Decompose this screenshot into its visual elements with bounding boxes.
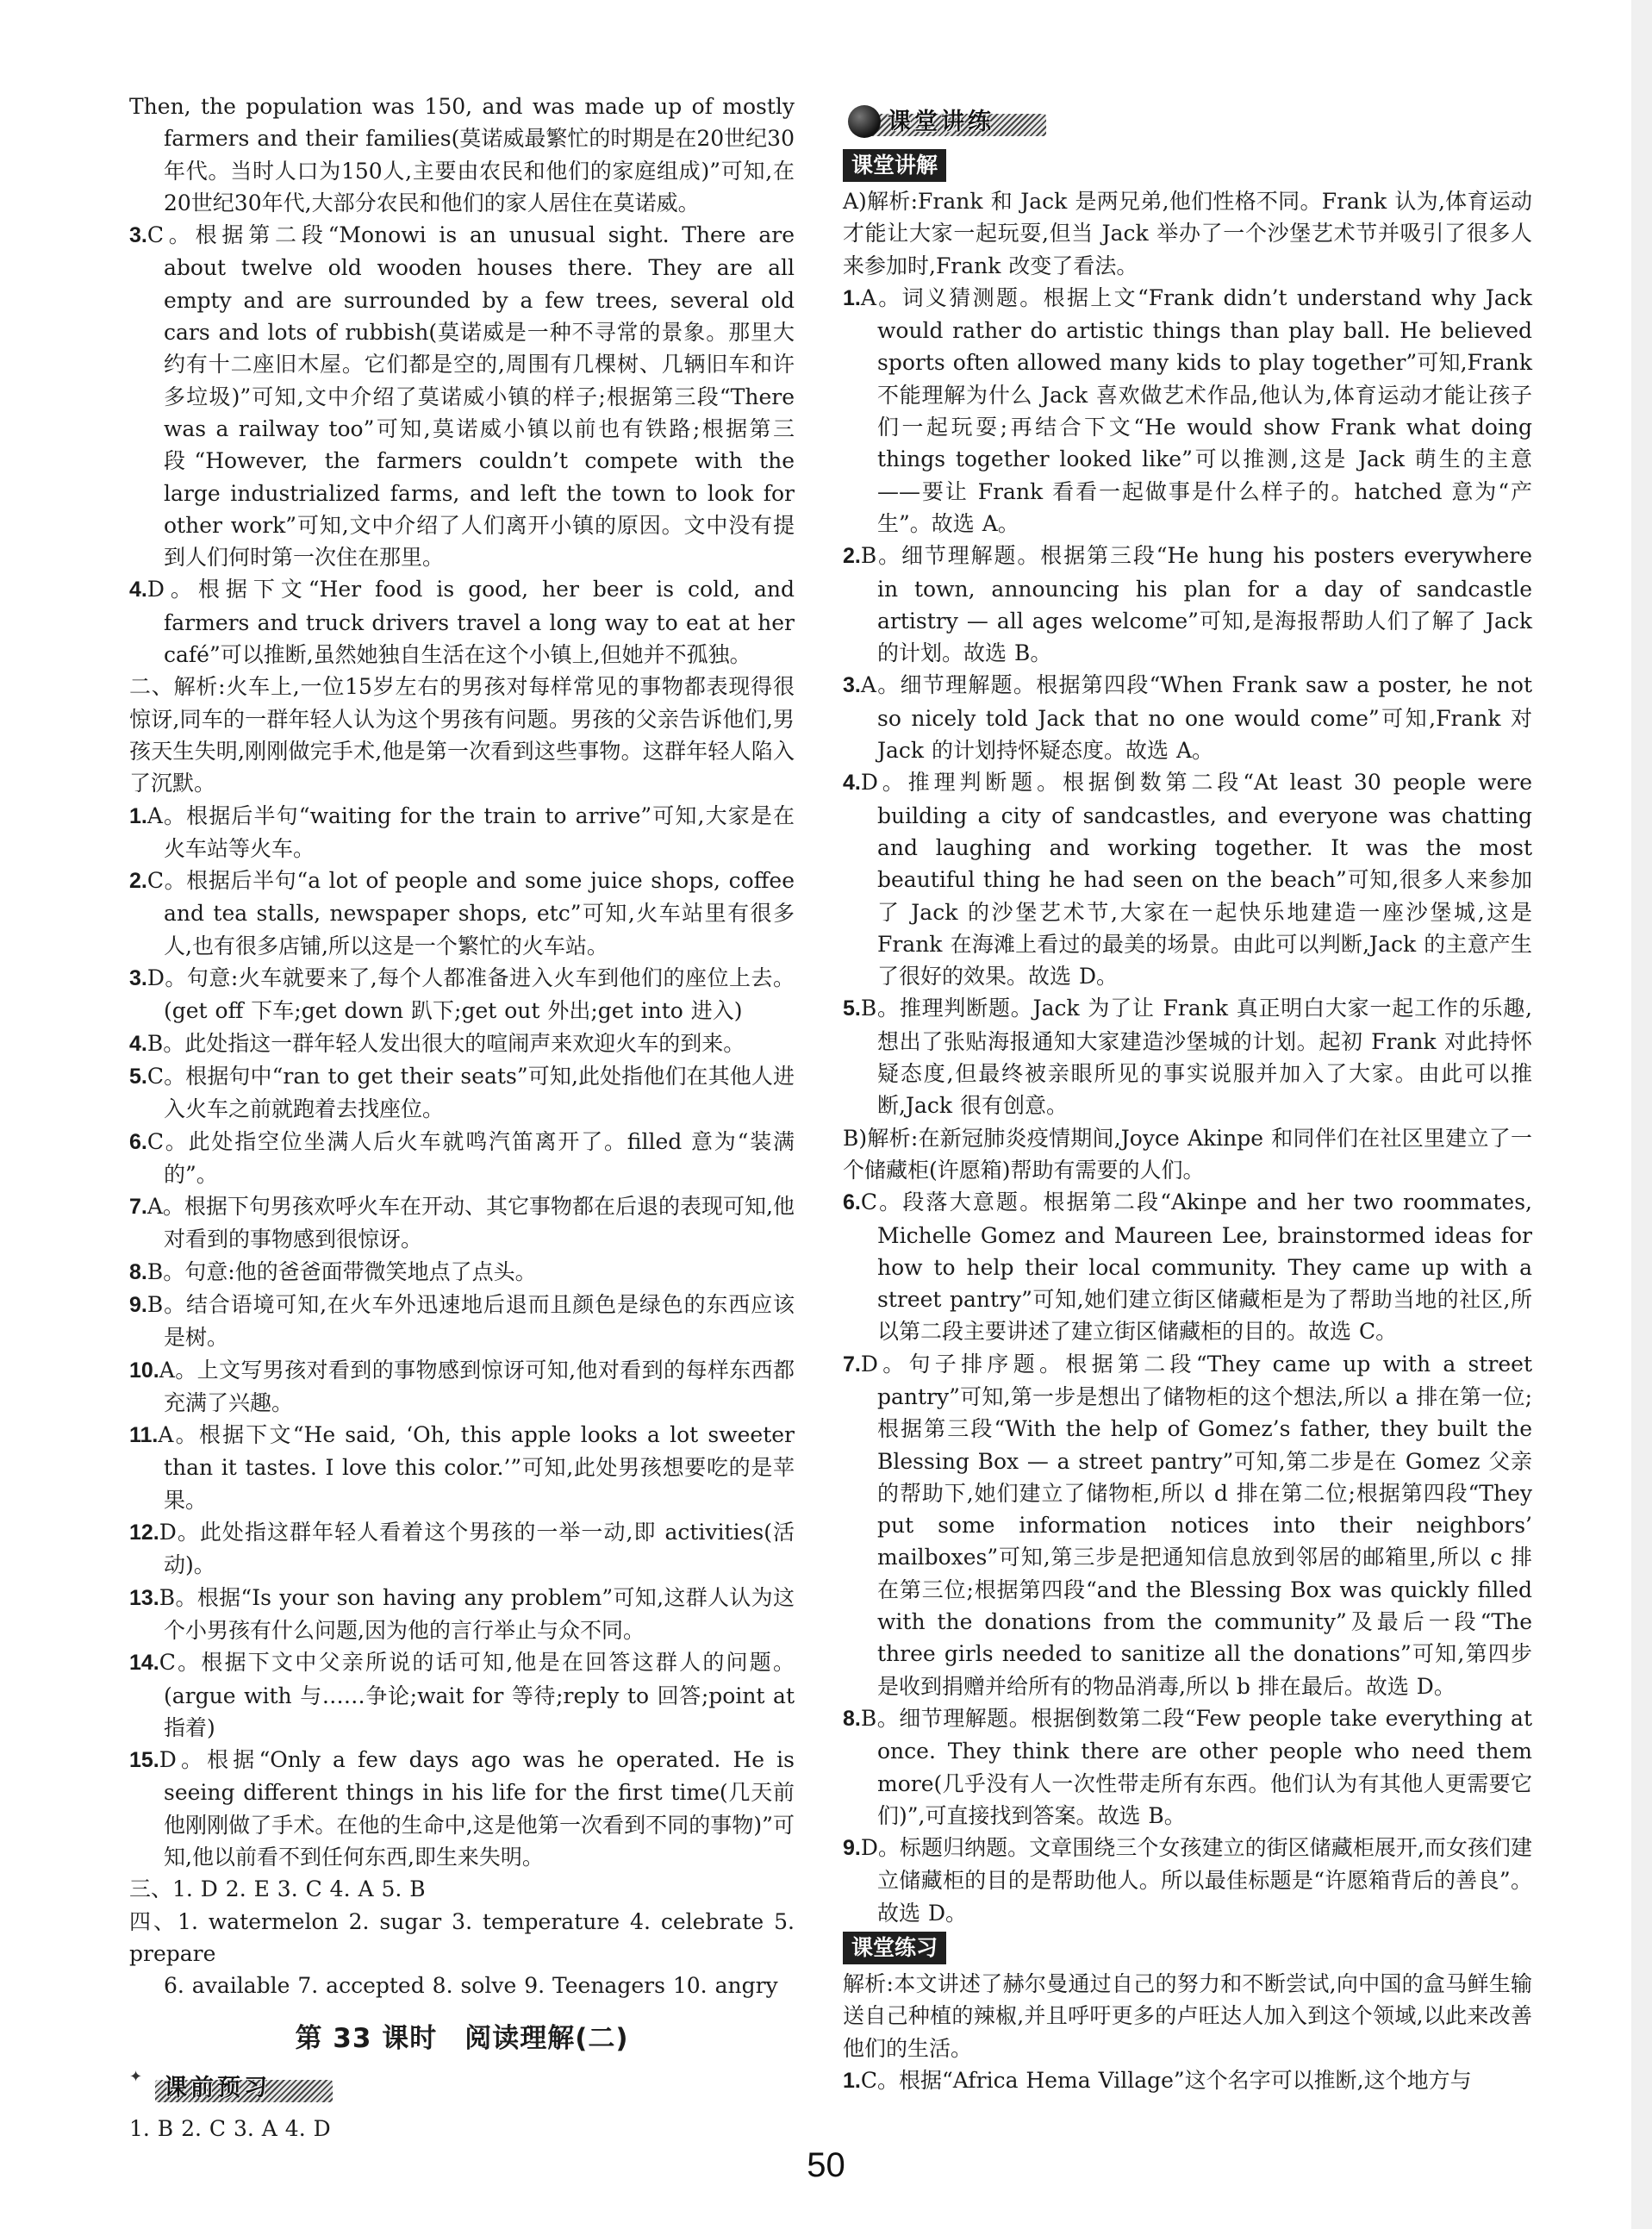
answer-item: 11.A。根据下文“He said, ‘Oh, this apple looks a lot sweeter than it tastes. I love this color.’”可知,此处男孩想要吃的是苹果。 [129,1422,795,1513]
lesson-title: 第 33 课时 阅读理解(二) [295,2022,629,2054]
sparkle-icon: ✦ [129,2067,143,2086]
right-column [843,102,1532,2097]
preview-banner-label: 课前预习 [164,2074,271,2101]
answer-item: 5.B。推理判断题。Jack 为了让 Frank 真正明白大家一起工作的乐趣,想出了张贴海报通知大家建造沙堡城的计划。起初 Frank 对此持怀疑态度,但最终被亲眼所见的事实说服并加入了大家。由此可以推断,Jack 很有创意。 [843,996,1532,1119]
practice-analysis: 解析:本文讲述了赫尔曼通过自己的努力和不断尝试,向中国的盒马鲜生输送自己种植的辣椒,并且呼吁更多的卢旺达人加入到这个领域,以此来改善他们的生活。 [843,1971,1532,2061]
section-three-answers: 三、1. D 2. E 3. C 4. A 5. B [129,1876,426,1902]
answer-item: 3.C。根据第二段“Monowi is an unusual sight. There are about twelve old wooden houses there. They are all empty and are surrounded by a few trees, several old cars and lots of rubbish(莫诺威是一种不寻常的景象。那里大约有十二座旧木屋。它们都是空的,周围有几棵树、几辆旧车和许多垃圾)”可知,文中介绍了莫诺威小镇的样子;根据第三段“There was a railway too”可知,莫诺威小镇以前也有铁路;根据第三段“However, the farmers couldn’t compete with the large industrialized farms, and left the town to look for other work”可知,文中介绍了人们离开小镇的原因。文中没有提到人们何时第一次住在那里。 [129,222,795,571]
answer-item: 1.A。根据后半句“waiting for the train to arrive”可知,大家是在火车站等火车。 [129,802,795,861]
answer-item: 8.B。句意:他的爸爸面带微笑地点了点头。 [129,1258,537,1284]
left-column [129,91,795,2145]
play-ball-icon [848,105,881,138]
answer-item: 2.C。根据后半句“a lot of people and some juice shops, coffee and tea stalls, newspaper shops, etc”可知,火车站里有很多人,也有很多店铺,所以这是一个繁忙的火车站。 [129,868,795,958]
continued-answer-paragraph: Then, the population was 150, and was made up of mostly farmers and their families(莫诺威最繁忙的时期是在20世纪30年代。当时人口为150人,主要由农民和他们的家庭组成)”可知,在20世纪30年代,大部分农民和他们的家人居住在莫诺威。 [129,94,795,215]
answer-item: 8.B。细节理解题。根据倒数第二段“Few people take everything at once. They think there are other people who need them more(几乎没有人一次性带走所有东西。他们认为有其他人更需要它们)”,可直接找到答案。故选 B。 [843,1705,1532,1828]
answer-item: 6.C。段落大意题。根据第二段“Akinpe and her two roommates, Michelle Gomez and Maureen Lee, brainstormed ideas for how to help their local community. They came up with a street pantry”可知,她们建立街区储藏柜是为了帮助当地的社区,所以第二段主要讲述了建立街区储藏柜的目的。故选 C。 [843,1189,1532,1345]
section-badge-explanation: 课堂讲解 [843,149,946,182]
answer-item: 15.D。根据“Only a few days ago was he operated. He is seeing different things in his life for the first time(几天前他刚刚做了手术。在他的生命中,这是他第一次看到不同的事物)”可知,他以前看不到任何东西,即生来失明。 [129,1747,795,1870]
answer-item: 4.D。推理判断题。根据倒数第二段“At least 30 people were building a city of sandcastles, and everyone was chatting and laughing and working together. It was the most beautiful thing he had seen on the beach”可知,很多人来参加了 Jack 的沙堡艺术节,大家在一起快乐地建造一座沙堡城,这是 Frank 在海滩上看过的最美的场景。由此可以判断,Jack 的主意产生了很好的效果。故选 D。 [843,770,1532,990]
answer-item: 3.A。细节理解题。根据第四段“When Frank saw a poster, he not so nicely told Jack that no one would come”可知,Frank 对 Jack 的计划持怀疑态度。故选 A。 [843,672,1532,764]
section-badge-practice: 课堂练习 [843,1932,946,1964]
answer-item: 13.B。根据“Is your son having any problem”可知,这群人认为这个小男孩有什么问题,因为他的言行举止与众不同。 [129,1584,795,1643]
class-banner-label: 课堂讲练 [888,109,994,135]
class-banner [843,102,1532,143]
answer-item: 12.D。此处指这群年轻人看着这个男孩的一举一动,即 activities(活动)。 [129,1520,795,1578]
page-number: 50 [807,2146,845,2184]
passage-b-analysis: B)解析:在新冠肺炎疫情期间,Joyce Akinpe 和同伴们在社区里建立了一个储藏柜(许愿箱)帮助有需要的人们。 [843,1125,1532,1183]
answer-item: 2.B。细节理解题。根据第三段“He hung his posters everywhere in town, announcing his plan for a day of sandcastle artistry — all ages welcome”可知,是海报帮助人们了解了 Jack 的计划。故选 B。 [843,543,1532,666]
answer-item: 14.C。根据下文中父亲所说的话可知,他是在回答这群人的问题。(argue with 与……争论;wait for 等待;reply to 回答;point at 指着) [129,1650,795,1740]
answer-item: 4.D。根据下文“Her food is good, her beer is cold, and farmers and truck drivers travel a long way to eat at her café”可以推断,虽然她独自生活在这个小镇上,但她并不孤独。 [129,577,795,668]
answer-item: 6.C。此处指空位坐满人后火车就鸣汽笛离开了。filled 意为“装满的”。 [129,1128,795,1187]
section-four-answers-line2: 6. available 7. accepted 8. solve 9. Teenagers 10. angry [164,1973,778,1999]
answer-item: 1.C。根据“Africa Hema Village”这个名字可以推断,这个地方与 [843,2067,1472,2093]
answer-item: 9.D。标题归纳题。文章围绕三个女孩建立的街区储藏柜展开,而女孩们建立储藏柜的目的是帮助他人。所以最佳标题是“许愿箱背后的善良”。故选 D。 [843,1835,1532,1926]
passage-a-analysis: A)解析:Frank 和 Jack 是两兄弟,他们性格不同。Frank 认为,体育运动才能让大家一起玩耍,但当 Jack 举办了一个沙堡艺术节并吸引了很多人来参加时,Frank 改变了看法。 [843,189,1532,278]
answer-item: 9.B。结合语境可知,在火车外迅速地后退而且颜色是绿色的东西应该是树。 [129,1291,795,1351]
answer-item: 7.A。根据下句男孩欢呼火车在开动、其它事物都在后退的表现可知,他对看到的事物感到很惊讶。 [129,1194,795,1252]
section-four-answers-line1: 四、1. watermelon 2. sugar 3. temperature 4. celebrate 5. prepare [129,1908,795,1966]
answer-item: 1.A。词义猜测题。根据上文“Frank didn’t understand why Jack would rather do artistic things than play ball. He believed sports often allowed many kids to play together”可知,Frank 不能理解为什么 Jack 喜欢做艺术作品,他认为,体育运动才能让孩子们一起玩耍;再结合下文“He would show Frank what doing things together looked like”可以推测,这是 Jack 萌生的主意——要让 Frank 看看一起做事是什么样子的。hatched 意为“产生”。故选 A。 [843,284,1532,536]
answer-item: 5.C。根据句中“ran to get their seats”可知,此处指他们在其他人进入火车之前就跑着去找座位。 [129,1063,795,1122]
preview-banner [129,2068,795,2109]
page-edge-shadow [1631,0,1652,2229]
section-analysis: 二、解析:火车上,一位15岁左右的男孩对每样常见的事物都表现得很惊讶,同车的一群年轻人认为这个男孩有问题。男孩的父亲告诉他们,男孩天生失明,刚刚做完手术,他是第一次看到这些事物。这群年轻人陷入了沉默。 [129,674,795,796]
answer-item: 3.D。句意:火车就要来了,每个人都准备进入火车到他们的座位上去。(get off 下车;get down 趴下;get out 外出;get into 进入) [129,965,795,1024]
answer-item: 7.D。句子排序题。根据第二段“They came up with a street pantry”可知,第一步是想出了储物柜的这个想法,所以 a 排在第一位;根据第三段“With the help of Gomez’s father, they built the Blessing Box — a street pantry”可知,第二步是在 Gomez 父亲的帮助下,她们建立了储物柜,所以 d 排在第二位;根据第四段“They put some information notices into their neighbors’ mailboxes”可知,第三步是把通知信息放到邻居的邮箱里,所以 c 排在第三位;根据第四段“and the Blessing Box was quickly filled with the donations from the community”及最后一段“The three girls needed to sanitize all the donations”可知,第四步是收到捐赠并给所有的物品消毒,所以 b 排在最后。故选 D。 [843,1351,1532,1699]
answer-item: 4.B。此处指这一群年轻人发出很大的喧闹声来欢迎火车的到来。 [129,1030,745,1056]
preview-answers: 1. B 2. C 3. A 4. D [129,2115,331,2141]
answer-item: 10.A。上文写男孩对看到的事物感到惊讶可知,他对看到的每样东西都充满了兴趣。 [129,1357,795,1415]
